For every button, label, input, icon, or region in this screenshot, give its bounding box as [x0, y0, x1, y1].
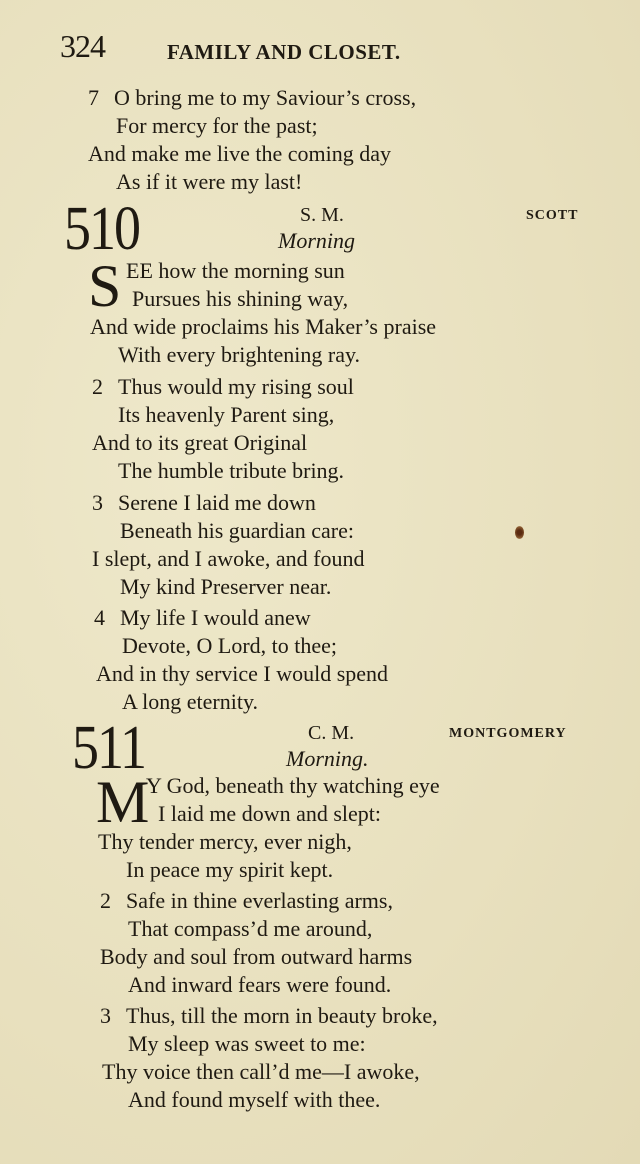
verse-line: And to its great Original	[92, 430, 308, 455]
hymn-subject: Morning.	[286, 746, 369, 771]
verse-line: In peace my spirit kept.	[126, 857, 334, 882]
verse-line: And in thy service I would spend	[96, 661, 389, 686]
hymn-author: MONTGOMERY	[449, 726, 567, 741]
verse-line: The humble tribute bring.	[118, 458, 345, 483]
verse-line: As if it were my last!	[116, 169, 303, 194]
verse-line: My kind Preserver near.	[120, 574, 332, 599]
verse-line: And inward fears were found.	[128, 972, 392, 997]
verse-number: 3	[100, 1003, 111, 1028]
verse-line: With every brightening ray.	[118, 342, 361, 367]
verse-line: 2 Thus would my rising soul	[92, 374, 354, 399]
page-number: 324	[60, 28, 105, 64]
verse-line: Thy tender mercy, ever nigh,	[98, 829, 352, 854]
hymn-number: 511	[72, 712, 145, 782]
verse-line: And wide proclaims his Maker’s praise	[90, 314, 437, 339]
hymn-author: SCOTT	[526, 208, 579, 223]
verse-line: And make me live the coming day	[88, 141, 392, 166]
verse-number: 4	[94, 605, 105, 630]
verse-line: 3 Serene I laid me down	[92, 490, 316, 515]
verse-line: 4 My life I would anew	[94, 605, 311, 630]
verse-line: Devote, O Lord, to thee;	[122, 633, 338, 658]
verse-line: 2 Safe in thine everlasting arms,	[100, 888, 393, 913]
hymn-meter: S. M.	[300, 204, 344, 226]
verse-line: 7 O bring me to my Saviour’s cross,	[88, 85, 417, 110]
verse-line: For mercy for the past;	[116, 113, 318, 138]
verse-line: And found myself with thee.	[128, 1087, 381, 1112]
verse-number: 2	[92, 374, 103, 399]
verse-line: Body and soul from outward harms	[100, 944, 413, 969]
verse-number: 7	[88, 85, 99, 110]
drop-cap: S	[88, 253, 122, 319]
verse-line: That compass’d me around,	[128, 916, 373, 941]
verse-line: Y God, beneath thy watching eye	[146, 773, 440, 798]
verse-line: Pursues his shining way,	[132, 286, 349, 311]
verse-number: 2	[100, 888, 111, 913]
drop-cap: M	[96, 769, 150, 835]
verse-line: A long eternity.	[122, 689, 259, 714]
verse-line: Beneath his guardian care:	[120, 518, 354, 543]
verse-line: My sleep was sweet to me:	[128, 1031, 366, 1056]
running-title: FAMILY AND CLOSET.	[167, 40, 401, 64]
verse-line: EE how the morning sun	[126, 258, 345, 283]
verse-line: Thy voice then call’d me—I awoke,	[102, 1059, 420, 1084]
hymn-number: 510	[64, 193, 139, 263]
hymn-subject: Morning	[278, 228, 355, 253]
verse-line: 3 Thus, till the morn in beauty broke,	[100, 1003, 438, 1028]
verse-line: I laid me down and slept:	[158, 801, 382, 826]
hymn-meter: C. M.	[308, 722, 355, 744]
verse-number: 3	[92, 490, 103, 515]
verse-line: Its heavenly Parent sing,	[118, 402, 335, 427]
verse-line: I slept, and I awoke, and found	[92, 546, 365, 571]
ink-stain	[515, 526, 524, 539]
